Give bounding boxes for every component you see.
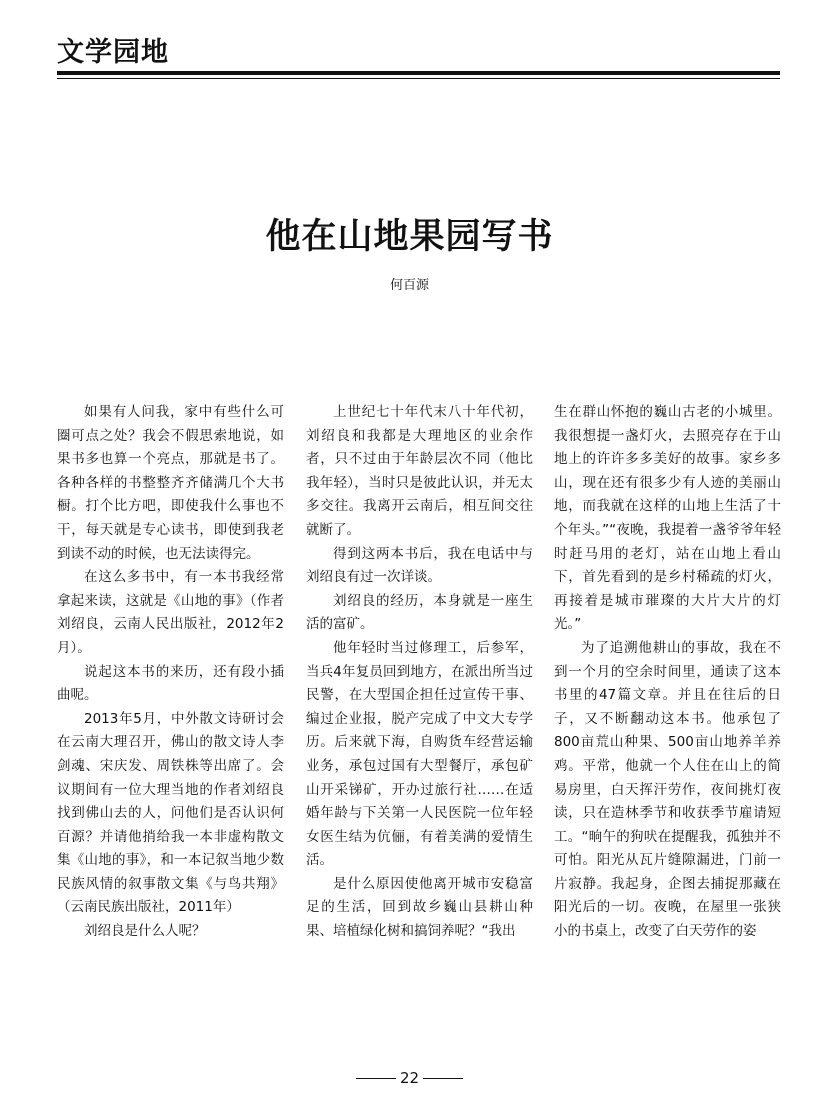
text-column-1 xyxy=(57,401,284,961)
footer-rule-right xyxy=(423,1078,463,1079)
paragraph: 他年轻时当过修理工，后参军，当兵4年复员回到地方，在派出所当过民警，在大型国企担任过宣传干事、编过企业报，脱产完成了中文大专学历。后来就下海，自购货车经营运输业务，承包过国有大型餐厅，承包矿山开采锑矿，开办过旅行社……在适婚年龄与下关第一人民医院一位年轻女医生结为伉俪，有着美满的爱情生活。 xyxy=(306,639,533,869)
paragraph: 2013年5月，中外散文诗研讨会在云南大理召开，佛山的散文诗人李剑魂、宋庆发、周铁株等出席了。会议期间有一位大理当地的作者刘绍良找到佛山去的人，问他们是否认识何百源？并请他捎给我一本非虚构散文集《山地的事》，和一本记叙当地少数民族风情的叙事散文集《与鸟共翔》（云南民族出版社，2011年） xyxy=(57,710,284,916)
article-title: 他在山地果园写书 xyxy=(265,217,554,257)
paragraph: 上世纪七十年代末八十年代初，刘绍良和我都是大理地区的业余作者，只不过由于年龄层次不同（他比我年轻），当时只是彼此认识，并无太多交往。我离开云南后，相互间交往就断了。 xyxy=(306,404,533,538)
paragraph: 在这么多书中，有一本书我经常拿起来读，这就是《山地的事》（作者刘绍良，云南人民出版社，2012年2月）。 xyxy=(57,569,284,656)
page-footer xyxy=(0,1069,819,1087)
paragraph: 刘绍良是什么人呢？ xyxy=(84,923,206,940)
paragraph: 是什么原因使他离开城市安稳富足的生活，回到故乡巍山县耕山种果、培植绿化树和搞饲养呢？“我出 xyxy=(306,875,533,940)
header-rule-thick xyxy=(57,71,780,75)
paragraph: 为了追溯他耕山的事故，我在不到一个月的空余时间里，通读了这本书里的47篇文章。并且在往后的日子，又不断翻动这本书。他承包了800亩荒山种果、500亩山地养羊养鸡。平常，他就一个人住在山上的简易房里，白天挥汗劳作，夜间挑灯夜读，只在造林季节和收获季节雇请短工。“晌午的狗吠在提醒我，孤独并不可怕。阳光从瓦片缝隙漏进，门前一片寂静。我起身，企图去捕捉那藏在阳光后的一切。夜晚，在屋里一张狭小的书桌上，改变了白天劳作的姿 xyxy=(554,639,781,940)
text-column-2 xyxy=(306,401,533,961)
paragraph: 说起这本书的来历，还有段小插曲呢。 xyxy=(57,663,284,704)
article-author: 何百源 xyxy=(389,278,429,293)
section-title: 文学园地 xyxy=(57,37,169,68)
paragraph: 刘绍良的经历，本身就是一座生活的富矿。 xyxy=(306,592,533,633)
paragraph: 生在群山怀抱的巍山古老的小城里。我很想提一盏灯火，去照亮存在于山地上的许许多多美好的故事。家乡多山，现在还有很多少有人迹的美丽山地，而我就在这样的山地上生活了十个年头。”“夜晚，我提着一盏爷爷年轻时赶马用的老灯，站在山地上看山下，首先看到的是乡村稀疏的灯火，再接着是城市璀璨的大片大片的灯光。” xyxy=(554,404,781,633)
text-column-3 xyxy=(554,401,781,961)
paragraph: 如果有人问我，家中有些什么可圈可点之处？我会不假思索地说，如果书多也算一个亮点，那就是书了。各种各样的书整整齐齐储满几个大书橱。打个比方吧，即使我什么事也不干，每天就是专心读书，即使到我老到读不动的时候，也无法读得完。 xyxy=(57,404,284,562)
footer-rule-left xyxy=(356,1078,396,1079)
header-rule-thin xyxy=(57,78,780,79)
paragraph: 得到这两本书后，我在电话中与刘绍良有过一次详谈。 xyxy=(306,545,533,586)
page-number: 22 xyxy=(399,1069,420,1087)
